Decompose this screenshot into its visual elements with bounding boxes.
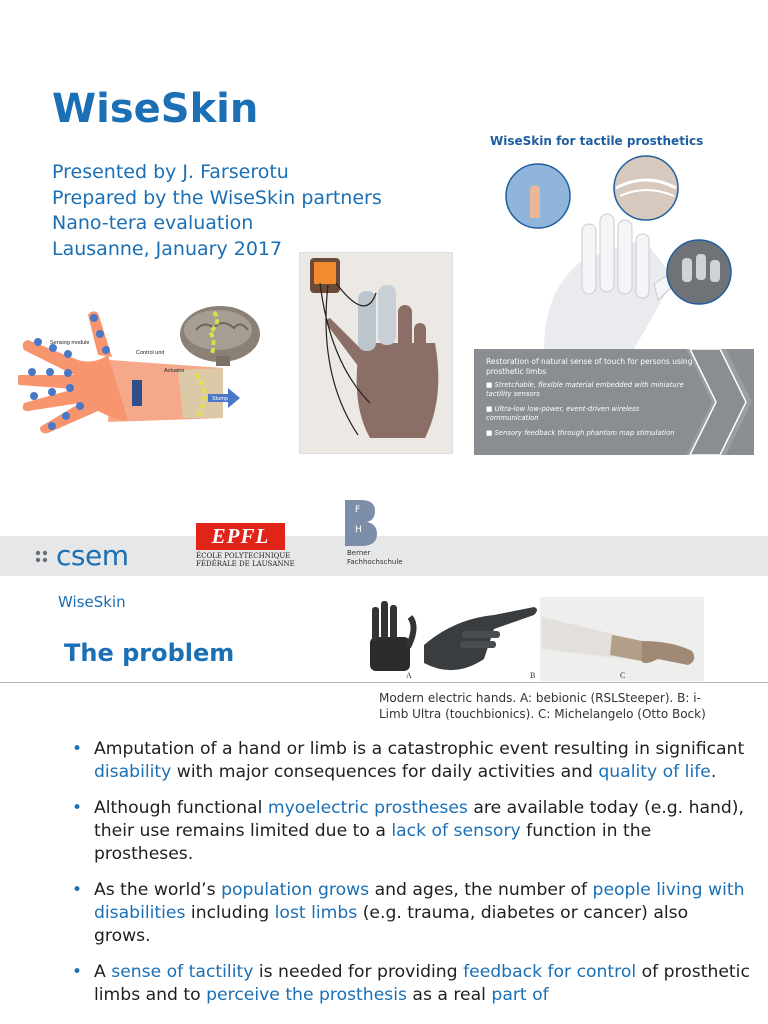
highlight-term: perceive the prosthesis: [206, 985, 407, 1005]
bullet-text: function in the prostheses.: [94, 821, 652, 864]
slide-title-problem: The problem: [64, 639, 235, 667]
bullet-text: Amputation of a hand or limb is a catastrophic event resulting in significant: [94, 739, 745, 759]
divider: [0, 682, 768, 683]
subtitle-line: Prepared by the WiseSkin partners: [52, 186, 382, 209]
highlight-term: population grows: [221, 880, 370, 900]
problem-bullet: [70, 738, 750, 784]
bullet-text: with major consequences for daily activities and: [171, 762, 599, 782]
bullet-text: and ages, the number of: [369, 880, 593, 900]
problem-bullet: [70, 797, 750, 866]
subtitle-line: Lausanne, January 2017: [52, 237, 283, 260]
bfh-text: [347, 549, 403, 567]
slide-title: WiseSkin: [52, 86, 259, 132]
prosthetic-hand-photo: [299, 252, 453, 454]
bullet-text: (e.g. trauma, diabetes or cancer) also grows.: [94, 903, 689, 946]
electric-hands-photo: [362, 597, 704, 681]
poster-heading: Restoration of natural sense of touch for persons using prosthetic limbs: [486, 357, 693, 376]
tactile-prosthetics-poster: [474, 126, 754, 456]
photo-label: A: [406, 671, 412, 680]
epfl-subtitle: [196, 552, 295, 568]
bullet-text: Although functional: [94, 798, 268, 818]
problem-bullet: [70, 961, 750, 1007]
bullet-text: are available today (e.g. hand), their use remains limited due to a: [94, 798, 744, 841]
diagram-label-control: Control unit: [136, 350, 165, 356]
poster-title: WiseSkin for tactile prosthetics: [490, 134, 704, 148]
chevron-right-icon: [686, 349, 754, 455]
subtitle-line: Nano-tera evaluation: [52, 212, 254, 234]
diagram-label-stump: Stump: [212, 396, 228, 402]
bullet-text: including: [185, 903, 275, 923]
bullet-text: as a real: [406, 985, 492, 1005]
epfl-logo: [196, 523, 285, 550]
bullet-text: As the world’s: [94, 880, 222, 900]
csem-dots-icon: [35, 550, 49, 564]
bfh-letter: H: [355, 525, 362, 535]
epfl-line: FÉDÉRALE DE LAUSANNE: [196, 560, 295, 568]
photo-label: C: [620, 671, 626, 680]
highlight-term: feedback for control: [463, 962, 637, 982]
poster-bullet: ■ Stretchable, flexible material embedded with miniature tactility sensors: [486, 381, 684, 398]
bfh-line: Berner: [347, 549, 371, 557]
photo-label: B: [530, 671, 536, 680]
bullet-text: A: [94, 962, 112, 982]
subtitle-block: [52, 160, 382, 262]
diagram-label-sensing: Sensing module: [50, 340, 90, 346]
brain-icon: [180, 306, 260, 366]
diagram-label-actuator: Actuator: [164, 368, 185, 374]
hand-diagram: [18, 300, 268, 445]
highlight-term: lost limbs: [274, 903, 358, 923]
highlight-term: part of: [491, 985, 549, 1005]
image-caption: Modern electric hands. A: bebionic (RSLSteeper). B: i-Limb Ultra (touchbionics). C: Michelangelo (Otto Bock): [379, 691, 706, 721]
highlight-term: lack of sensory: [391, 821, 521, 841]
bfh-line: Fachhochschule: [347, 558, 403, 566]
subtitle-line: Presented by J. Farserotu: [52, 161, 289, 183]
highlight-term: people living with disabilities: [94, 880, 745, 923]
highlight-term: disability: [94, 762, 172, 782]
highlight-term: quality of life: [598, 762, 711, 782]
epfl-line: ÉCOLE POLYTECHNIQUE: [196, 552, 291, 560]
highlight-term: myoelectric prostheses: [267, 798, 468, 818]
fingertip-circle-2: [614, 156, 678, 220]
epfl-logo-text: EPFL: [211, 524, 270, 548]
section-tag: WiseSkin: [58, 593, 126, 611]
bfh-letter: F: [355, 505, 361, 515]
fingertip-circle-3: [667, 240, 731, 304]
bullet-text: of prosthetic limbs and to: [94, 962, 750, 1005]
bfh-logo: [345, 500, 377, 550]
poster-bullet: ■ Ultra-low low-power, event-driven wireless communication: [486, 405, 640, 422]
fingertip-circle-1: [506, 164, 570, 228]
bullet-text: .: [710, 762, 717, 782]
bullet-text: is needed for providing: [253, 962, 464, 982]
poster-bullet: ■ Sensory feedback through phantom map stimulation: [486, 429, 675, 437]
problem-bullet: [70, 879, 750, 948]
robotic-hand-image: [544, 214, 688, 349]
problem-bullet-list: [70, 738, 750, 1020]
poster-panel: [474, 349, 754, 455]
highlight-term: sense of tactility: [111, 962, 254, 982]
csem-logo: csem: [56, 539, 129, 572]
